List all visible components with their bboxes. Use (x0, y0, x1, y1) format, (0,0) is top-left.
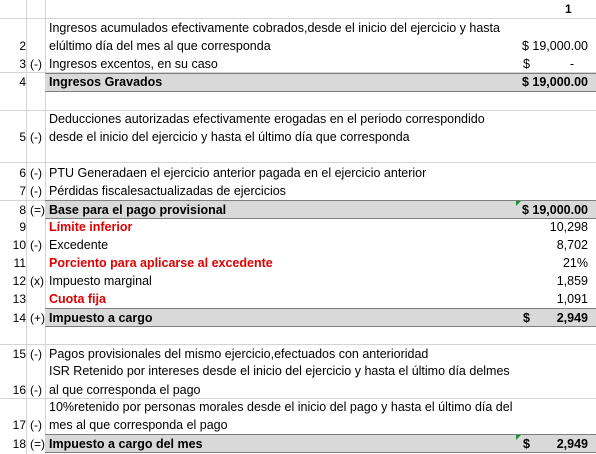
gridline-vertical (26, 0, 27, 454)
column-header-1[interactable]: 1 (565, 2, 572, 16)
row-label[interactable]: 10%retenido por personas morales desde el inicio del pago y hasta el último día del (49, 400, 513, 414)
cell-error-indicator-icon (516, 435, 521, 440)
row-operator[interactable]: (=) (30, 437, 45, 451)
row-label[interactable]: mes al que corresponda el pago (49, 418, 228, 432)
row-label[interactable]: Cuota fija (49, 292, 106, 306)
row-number[interactable]: 7 (19, 184, 26, 198)
row-number[interactable]: 16 (12, 383, 26, 397)
row-label[interactable]: PTU Generadaen el ejercicio anterior pagada en el ejercicio anterior (49, 166, 427, 180)
row-number[interactable]: 2 (19, 39, 26, 53)
currency-sign[interactable]: $ (523, 437, 530, 451)
row-number[interactable]: 4 (19, 75, 26, 89)
row-label[interactable]: ISR Retenido por intereses desde el inicio del ejercicio y hasta el último día delmes (49, 364, 510, 378)
row-operator[interactable]: (-) (30, 347, 42, 361)
row-operator[interactable]: (-) (30, 57, 42, 71)
gridline-vertical (45, 0, 46, 454)
row-label[interactable]: Porciento para aplicarse al excedente (49, 256, 273, 270)
row-value[interactable]: 2,949 (556, 311, 588, 325)
row-value[interactable]: - (569, 57, 574, 71)
row-number[interactable]: 10 (12, 238, 26, 252)
row-number[interactable]: 5 (19, 130, 26, 144)
row-number[interactable]: 15 (12, 347, 26, 361)
row-number[interactable]: 6 (19, 166, 26, 180)
row-label[interactable]: Excedente (49, 238, 109, 252)
row-label[interactable]: Ingresos excentos, en su caso (49, 57, 218, 71)
row-number[interactable]: 3 (19, 57, 26, 71)
row-label[interactable]: Base para el pago provisional (49, 203, 227, 217)
row-value[interactable]: 1,859 (556, 274, 588, 288)
row-number[interactable]: 9 (19, 220, 26, 234)
row-number[interactable]: 18 (12, 437, 26, 451)
row-label[interactable]: Pérdidas fiscalesactualizadas de ejercicios (49, 184, 286, 198)
row-label[interactable]: Ingresos acumulados efectivamente cobrados,desde el inicio del ejercicio y hasta (49, 21, 500, 35)
row-operator[interactable]: (-) (30, 130, 42, 144)
row-operator[interactable]: (x) (30, 274, 44, 288)
row-value[interactable]: 2,949 (556, 437, 588, 451)
row-operator[interactable]: (=) (30, 203, 45, 217)
currency-sign[interactable]: $ (523, 57, 530, 71)
row-number[interactable]: 17 (12, 418, 26, 432)
row-label[interactable]: Impuesto a cargo (49, 311, 153, 325)
row-operator[interactable]: (+) (30, 311, 45, 325)
row-number[interactable]: 11 (13, 256, 26, 270)
row-number[interactable]: 8 (19, 203, 26, 217)
currency-sign[interactable]: $ (523, 311, 530, 325)
row-operator[interactable]: (-) (30, 383, 42, 397)
row-label[interactable]: al que corresponda el pago (49, 383, 201, 397)
row-label[interactable]: Impuesto marginal (49, 274, 152, 288)
row-value[interactable]: $ 19,000.00 (521, 39, 588, 53)
row-number[interactable]: 13 (12, 292, 26, 306)
row-value[interactable]: 21% (562, 256, 588, 270)
row-operator[interactable]: (-) (30, 418, 42, 432)
row-number[interactable]: 12 (12, 274, 26, 288)
row-value[interactable]: 1,091 (556, 292, 588, 306)
row-label[interactable]: Límite inferior (49, 220, 133, 234)
row-label[interactable]: Pagos provisionales del mismo ejercicio,efectuados con anterioridad (49, 347, 429, 361)
cell-error-indicator-icon (516, 201, 521, 206)
row-number[interactable]: 14 (12, 311, 26, 325)
row-value[interactable]: $ 19,000.00 (521, 203, 588, 217)
row-value[interactable]: 10,298 (549, 220, 588, 234)
row-value[interactable]: 8,702 (556, 238, 588, 252)
row-label[interactable]: Deducciones autorizadas efectivamente erogadas en el periodo correspondido (49, 112, 485, 126)
row-label[interactable]: Impuesto a cargo del mes (49, 437, 203, 451)
row-operator[interactable]: (-) (30, 166, 42, 180)
row-value[interactable]: $ 19,000.00 (521, 75, 588, 89)
row-label[interactable]: Ingresos Gravados (49, 75, 163, 89)
row-operator[interactable]: (-) (30, 238, 42, 252)
row-label[interactable]: desde el inicio del ejercicio y hasta el último día que corresponda (49, 130, 410, 144)
row-operator[interactable]: (-) (30, 184, 42, 198)
row-label[interactable]: elúltimo día del mes al que corresponda (49, 39, 271, 53)
